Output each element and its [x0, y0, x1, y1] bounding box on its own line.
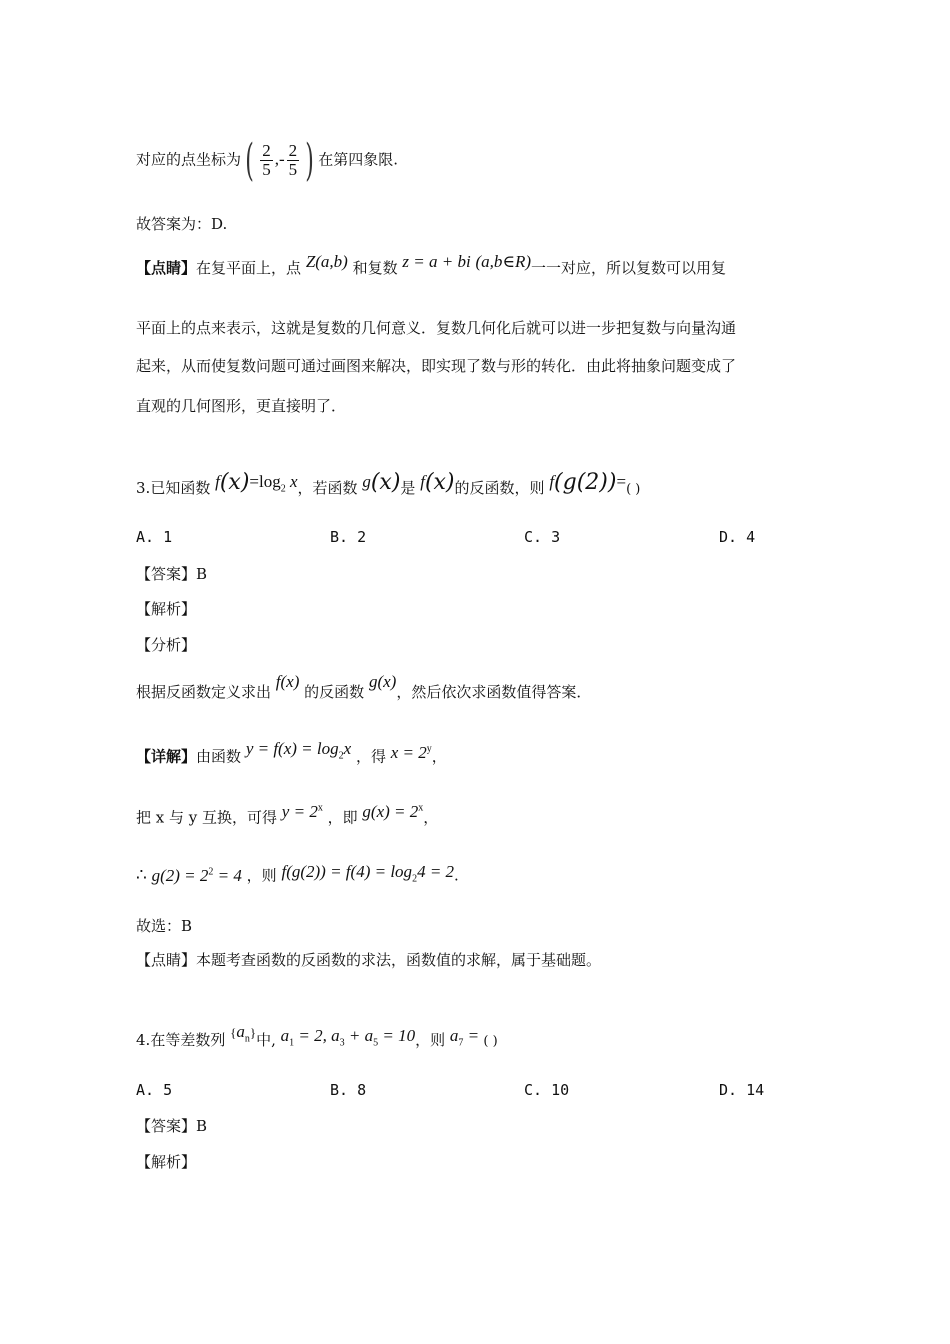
dianjing-line-3: 起来，从而使复数问题可通过画图来解决，即实现了数与形的转化．由此将抽象问题变成了: [136, 357, 737, 375]
answer-blank: ( ): [626, 482, 641, 497]
dianjing-summary: 【点睛】本题考查函数的反函数的求法，函数值的求解，属于基础题。: [136, 951, 602, 969]
fraction: $\frac{2}{5}$: [262, 141, 271, 179]
text: 由函数: [196, 747, 242, 766]
math-expr: $g(2) = 2^2 = 4$: [151, 865, 242, 885]
dianjing-line-2: 平面上的点来表示，这就是复数的几何意义．复数几何化后就可以进一步把复数与向量沟通: [136, 319, 737, 337]
math-expr: g(x): [362, 470, 401, 495]
detail-line-3: [136, 862, 459, 893]
question-4: [136, 1022, 498, 1057]
analysis-line: [136, 672, 592, 702]
math-expr: f(x): [275, 672, 300, 691]
math-expr: Z(a,b): [305, 252, 348, 271]
coordinate-line: [136, 134, 399, 186]
option-b: B. 2: [330, 528, 367, 546]
option-d: D. 14: [719, 1081, 765, 1099]
dianjing-line-1: [136, 252, 727, 278]
text: ，即: [327, 808, 358, 827]
question-number: 3.: [136, 479, 151, 497]
math-expr: (a,b∈R): [475, 252, 532, 271]
sequence-symbol: $\{a_n\}$: [230, 1022, 257, 1045]
math-expr: $f(x)=\log_2$ x: [215, 470, 298, 495]
text: 中,: [256, 1031, 276, 1049]
fraction: $\frac{2}{5}$: [288, 141, 298, 179]
comma: ,: [274, 149, 279, 169]
math-expr: $a_1 = 2$, $a_3 + a_5 = 10$: [280, 1026, 416, 1049]
answer-blank: ( ): [483, 1034, 498, 1049]
choice-line: 故选：B: [136, 917, 193, 935]
left-paren: (: [245, 134, 254, 186]
text: 对应的点坐标为: [136, 150, 242, 169]
therefore-symbol: ∴: [136, 865, 147, 885]
answer-text: 故答案为：D.: [136, 215, 228, 233]
fenxi-label: 【分析】: [136, 636, 197, 654]
text: 的反函数，则: [454, 479, 545, 497]
math-expr: z = a + bi: [402, 252, 471, 271]
dianjing-line-4: 直观的几何图形，更直接明了．: [136, 397, 347, 415]
option-a: A. 5: [136, 1081, 173, 1099]
jiexi-label: 【解析】: [136, 1153, 197, 1171]
question-number: 4.: [136, 1031, 151, 1049]
section-label: 【详解】: [136, 747, 197, 766]
text: 根据反函数定义求出: [136, 683, 272, 701]
answer-label: 【答案】B: [136, 1117, 208, 1135]
math-expr: $a_7$ =: [449, 1026, 484, 1049]
math-expr: $y = 2^x$: [281, 801, 323, 821]
math-expr: $x = 2^y$: [390, 742, 432, 762]
option-b: B. 8: [330, 1081, 367, 1099]
math-expr: $f(g(2)) = f(4) = \log_24 = 2$: [281, 861, 455, 885]
math-expr: $y = f(x) = \log_2x$: [245, 738, 352, 762]
text: 一一对应，所以复数可以用复: [531, 259, 727, 277]
minus: -: [278, 149, 285, 169]
text: ，则: [415, 1031, 446, 1049]
jiexi-label: 【解析】: [136, 600, 197, 618]
detail-line-1: [136, 738, 447, 774]
text: ，则: [246, 866, 277, 885]
text: 和复数: [352, 259, 398, 277]
text: 的反函数: [304, 683, 365, 701]
math-expr: f(g(2))=: [549, 470, 627, 495]
math-expr: f(x): [420, 470, 455, 495]
text: 在等差数列: [150, 1031, 226, 1049]
math-expr: $g(x) = 2^x$: [362, 801, 424, 821]
option-c: C. 10: [524, 1081, 570, 1099]
text: 在第四象限.: [318, 150, 399, 169]
option-a: A. 1: [136, 528, 173, 546]
text: ，: [423, 808, 439, 827]
right-paren: ): [305, 134, 314, 186]
text: ，得: [355, 747, 386, 766]
text: 是: [400, 479, 416, 497]
option-d: D. 4: [719, 528, 756, 546]
text: 已知函数: [150, 479, 211, 497]
answer-label: 【答案】B: [136, 565, 208, 583]
text: ，若函数: [297, 479, 358, 497]
question-3: [136, 470, 641, 505]
text: ，然后依次求函数值得答案．: [396, 683, 592, 701]
option-c: C. 3: [524, 528, 561, 546]
math-expr: g(x): [368, 672, 397, 691]
section-label: 【点睛】: [136, 259, 197, 277]
text: ，: [431, 747, 447, 766]
text: .: [454, 866, 459, 885]
detail-line-2: [136, 801, 439, 828]
text: 在复平面上，点: [196, 259, 302, 277]
text: 把 x 与 y 互换，可得: [136, 808, 278, 827]
